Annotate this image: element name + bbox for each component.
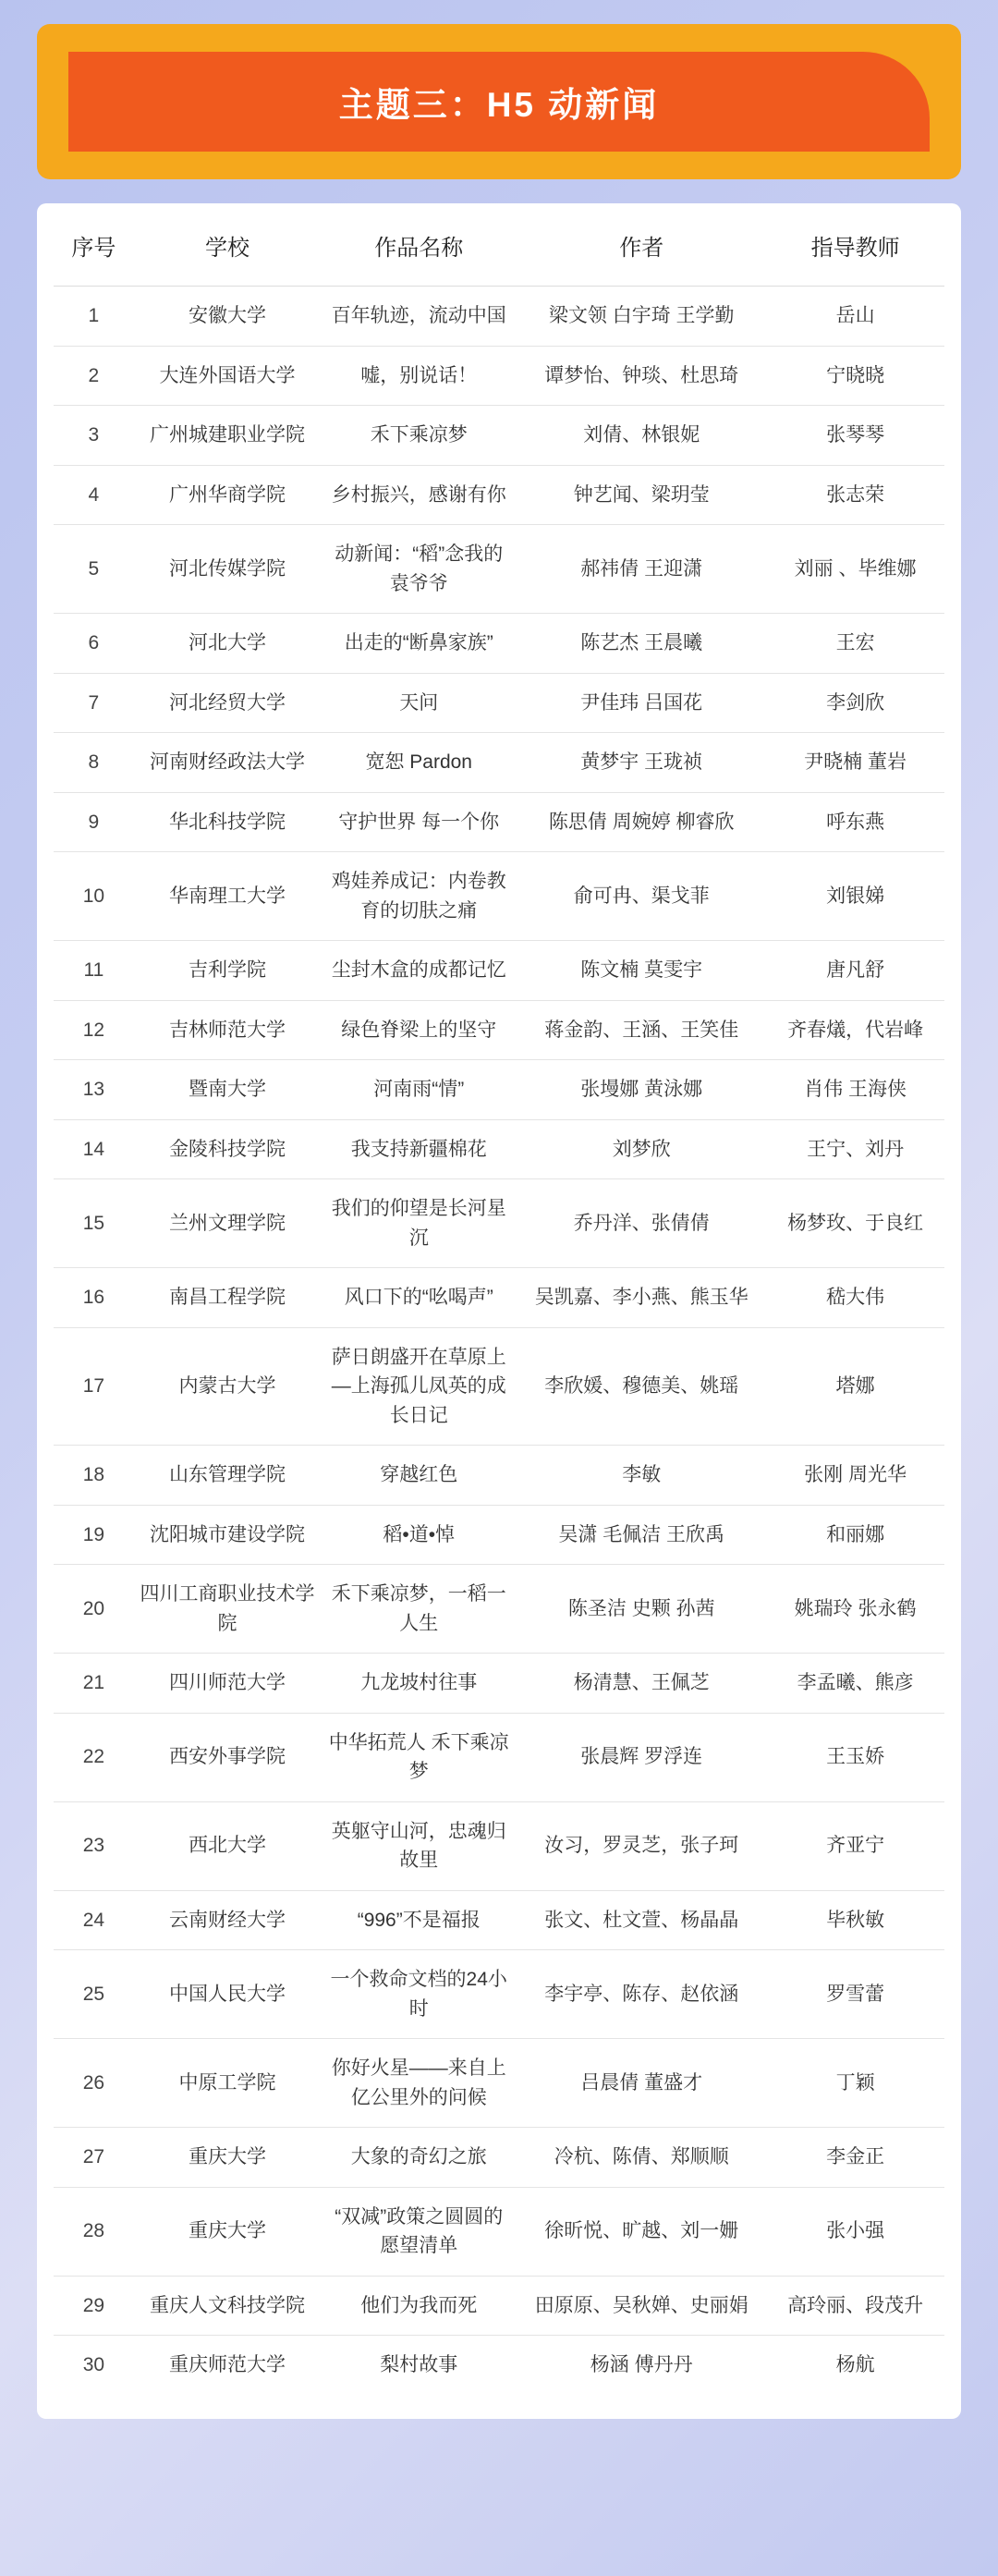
cell-no: 23 xyxy=(54,1801,134,1890)
cell-teacher: 张刚 周光华 xyxy=(766,1446,944,1506)
cell-no: 13 xyxy=(54,1060,134,1120)
cell-author: 梁文领 白宇琦 王学勤 xyxy=(517,287,766,347)
cell-no: 20 xyxy=(54,1565,134,1654)
table-row xyxy=(54,614,944,674)
cell-no: 3 xyxy=(54,406,134,466)
cell-work: 穿越红色 xyxy=(321,1446,517,1506)
table-row xyxy=(54,465,944,525)
column-header-school: 学校 xyxy=(134,203,321,287)
cell-school: 河北大学 xyxy=(134,614,321,674)
table-row xyxy=(54,1565,944,1654)
cell-teacher: 王宏 xyxy=(766,614,944,674)
cell-no: 19 xyxy=(54,1505,134,1565)
cell-school: 华北科技学院 xyxy=(134,792,321,852)
cell-author: 黄梦宇 王珑祯 xyxy=(517,733,766,793)
cell-school: 四川工商职业技术学院 xyxy=(134,1565,321,1654)
cell-no: 25 xyxy=(54,1950,134,2039)
cell-school: 四川师范大学 xyxy=(134,1654,321,1714)
table-row xyxy=(54,1505,944,1565)
cell-work: 一个救命文档的24小时 xyxy=(321,1950,517,2039)
cell-author: 吴凯嘉、李小燕、熊玉华 xyxy=(517,1268,766,1328)
table-body xyxy=(54,287,944,2395)
cell-work: 禾下乘凉梦，一稻一人生 xyxy=(321,1565,517,1654)
cell-work: 绿色脊梁上的坚守 xyxy=(321,1000,517,1060)
cell-school: 内蒙古大学 xyxy=(134,1327,321,1446)
cell-no: 8 xyxy=(54,733,134,793)
cell-no: 18 xyxy=(54,1446,134,1506)
column-header-no: 序号 xyxy=(54,203,134,287)
table-header-row xyxy=(54,203,944,287)
cell-teacher: 张小强 xyxy=(766,2187,944,2276)
table-row xyxy=(54,1654,944,1714)
cell-teacher: 刘丽 、毕维娜 xyxy=(766,525,944,614)
cell-teacher: 毕秋敏 xyxy=(766,1890,944,1950)
cell-work: 大象的奇幻之旅 xyxy=(321,2128,517,2188)
cell-teacher: 姚瑞玲 张永鹤 xyxy=(766,1565,944,1654)
cell-school: 河北传媒学院 xyxy=(134,525,321,614)
cell-author: 谭梦怡、钟琰、杜思琦 xyxy=(517,346,766,406)
cell-teacher: 齐春燨，代岩峰 xyxy=(766,1000,944,1060)
cell-teacher: 塔娜 xyxy=(766,1327,944,1446)
cell-author: 陈艺杰 王晨曦 xyxy=(517,614,766,674)
cell-teacher: 张志荣 xyxy=(766,465,944,525)
cell-teacher: 罗雪蕾 xyxy=(766,1950,944,2039)
cell-author: 李敏 xyxy=(517,1446,766,1506)
cell-teacher: 刘银娣 xyxy=(766,852,944,941)
column-header-author: 作者 xyxy=(517,203,766,287)
table-row xyxy=(54,2276,944,2336)
cell-school: 河南财经政法大学 xyxy=(134,733,321,793)
cell-author: 陈圣洁 史颗 孙茜 xyxy=(517,1565,766,1654)
cell-no: 9 xyxy=(54,792,134,852)
cell-work: 出走的“断鼻家族” xyxy=(321,614,517,674)
cell-school: 重庆大学 xyxy=(134,2128,321,2188)
cell-no: 10 xyxy=(54,852,134,941)
entries-table xyxy=(54,203,944,2395)
cell-author: 郝祎倩 王迎潇 xyxy=(517,525,766,614)
table-row xyxy=(54,1119,944,1179)
cell-school: 吉利学院 xyxy=(134,941,321,1001)
cell-school: 中原工学院 xyxy=(134,2039,321,2128)
cell-school: 沈阳城市建设学院 xyxy=(134,1505,321,1565)
table-row xyxy=(54,2336,944,2395)
cell-teacher: 尹晓楠 董岩 xyxy=(766,733,944,793)
cell-teacher: 杨航 xyxy=(835,2354,875,2375)
cell-work: “双减”政策之圆圆的愿望清单 xyxy=(321,2187,517,2276)
cell-teacher: 丁颖 xyxy=(766,2039,944,2128)
entries-table-card xyxy=(37,203,961,2419)
cell-school: 西安外事学院 xyxy=(134,1713,321,1801)
cell-no: 7 xyxy=(54,673,134,733)
cell-author: 刘梦欣 xyxy=(517,1119,766,1179)
table-row xyxy=(54,1060,944,1120)
cell-author: 李宇亭、陈存、赵依涵 xyxy=(517,1950,766,2039)
cell-teacher: 嵇大伟 xyxy=(766,1268,944,1328)
table-row xyxy=(54,1890,944,1950)
cell-author: 吕晨倩 董盛才 xyxy=(517,2039,766,2128)
table-row xyxy=(54,1179,944,1268)
cell-author: 陈文楠 莫雯宇 xyxy=(517,941,766,1001)
cell-no: 2 xyxy=(54,346,134,406)
cell-teacher: 宁晓晓 xyxy=(766,346,944,406)
cell-author: 徐昕悦、旷越、刘一姗 xyxy=(517,2187,766,2276)
cell-author: 吴潇 毛佩洁 王欣禹 xyxy=(517,1505,766,1565)
cell-work: 萨日朗盛开在草原上—上海孤儿凤英的成长日记 xyxy=(321,1327,517,1446)
table-row xyxy=(54,287,944,347)
cell-author: 俞可冉、渠戈菲 xyxy=(517,852,766,941)
cell-work: 他们为我而死 xyxy=(321,2276,517,2336)
cell-work: 你好火星——来自上亿公里外的问候 xyxy=(321,2039,517,2128)
cell-author: 杨涵 傅丹丹 xyxy=(590,2354,693,2375)
table-row xyxy=(54,1327,944,1446)
table-header xyxy=(54,203,944,287)
cell-school: 广州华商学院 xyxy=(134,465,321,525)
cell-author: 陈思倩 周婉婷 柳睿欣 xyxy=(517,792,766,852)
table-row xyxy=(54,792,944,852)
cell-no: 30 xyxy=(82,2354,105,2375)
cell-no: 4 xyxy=(54,465,134,525)
cell-work: 嘘，别说话！ xyxy=(321,346,517,406)
cell-author: 张文、杜文萱、杨晶晶 xyxy=(517,1890,766,1950)
cell-no: 14 xyxy=(54,1119,134,1179)
cell-school: 兰州文理学院 xyxy=(134,1179,321,1268)
cell-school: 河北经贸大学 xyxy=(134,673,321,733)
table-row xyxy=(54,1000,944,1060)
cell-work: “996”不是福报 xyxy=(321,1890,517,1950)
cell-school: 重庆师范大学 xyxy=(168,2354,286,2375)
cell-teacher: 呼东燕 xyxy=(766,792,944,852)
cell-no: 26 xyxy=(54,2039,134,2128)
table-row xyxy=(54,1950,944,2039)
cell-school: 金陵科技学院 xyxy=(134,1119,321,1179)
cell-teacher: 齐亚宁 xyxy=(766,1801,944,1890)
cell-school: 华南理工大学 xyxy=(134,852,321,941)
table-row xyxy=(54,2128,944,2188)
cell-work: 梨村故事 xyxy=(380,2354,458,2375)
cell-work: 乡村振兴，感谢有你 xyxy=(321,465,517,525)
cell-teacher: 王玉娇 xyxy=(766,1713,944,1801)
cell-author: 刘倩、林银妮 xyxy=(517,406,766,466)
cell-author: 乔丹洋、张倩倩 xyxy=(517,1179,766,1268)
table-row xyxy=(54,852,944,941)
cell-no: 15 xyxy=(54,1179,134,1268)
table-row xyxy=(54,941,944,1001)
cell-author: 蒋金韵、王涵、王笑佳 xyxy=(517,1000,766,1060)
cell-teacher: 高玲丽、段茂升 xyxy=(766,2276,944,2336)
cell-work: 禾下乘凉梦 xyxy=(321,406,517,466)
table-row xyxy=(54,346,944,406)
cell-author: 钟艺闻、梁玥莹 xyxy=(517,465,766,525)
table-row xyxy=(54,1268,944,1328)
column-header-work: 作品名称 xyxy=(321,203,517,287)
cell-no: 21 xyxy=(54,1654,134,1714)
cell-work: 动新闻：“稻”念我的袁爷爷 xyxy=(321,525,517,614)
cell-work: 我们的仰望是长河星沉 xyxy=(321,1179,517,1268)
cell-school: 暨南大学 xyxy=(134,1060,321,1120)
cell-teacher: 唐凡舒 xyxy=(766,941,944,1001)
cell-author: 杨清慧、王佩芝 xyxy=(517,1654,766,1714)
cell-teacher: 张琴琴 xyxy=(766,406,944,466)
cell-teacher: 李孟曦、熊彦 xyxy=(766,1654,944,1714)
cell-work: 河南雨“情” xyxy=(321,1060,517,1120)
cell-no: 5 xyxy=(54,525,134,614)
cell-work: 守护世界 每一个你 xyxy=(321,792,517,852)
cell-school: 中国人民大学 xyxy=(134,1950,321,2039)
cell-no: 28 xyxy=(54,2187,134,2276)
cell-teacher: 杨梦玫、于良红 xyxy=(766,1179,944,1268)
cell-teacher: 李金正 xyxy=(766,2128,944,2188)
cell-no: 11 xyxy=(54,941,134,1001)
cell-no: 12 xyxy=(54,1000,134,1060)
cell-work: 中华拓荒人 禾下乘凉梦 xyxy=(321,1713,517,1801)
cell-author: 汝习，罗灵芝，张子珂 xyxy=(517,1801,766,1890)
cell-no: 17 xyxy=(54,1327,134,1446)
cell-school: 安徽大学 xyxy=(134,287,321,347)
cell-school: 广州城建职业学院 xyxy=(134,406,321,466)
table-row xyxy=(54,2039,944,2128)
cell-school: 重庆大学 xyxy=(134,2187,321,2276)
cell-work: 英躯守山河，忠魂归故里 xyxy=(321,1801,517,1890)
cell-author: 田原原、吴秋婵、史丽娟 xyxy=(517,2276,766,2336)
cell-school: 重庆人文科技学院 xyxy=(134,2276,321,2336)
table-row xyxy=(54,1801,944,1890)
cell-work: 宽恕 Pardon xyxy=(321,733,517,793)
cell-author: 尹佳玮 吕国花 xyxy=(517,673,766,733)
table-row xyxy=(54,1713,944,1801)
cell-no: 1 xyxy=(54,287,134,347)
cell-school: 山东管理学院 xyxy=(134,1446,321,1506)
column-header-teacher: 指导教师 xyxy=(766,203,944,287)
cell-work: 鸡娃养成记：内卷教育的切肤之痛 xyxy=(321,852,517,941)
cell-author: 冷杭、陈倩、郑顺顺 xyxy=(517,2128,766,2188)
cell-work: 天问 xyxy=(321,673,517,733)
table-row xyxy=(54,1446,944,1506)
cell-work: 稻•道•悼 xyxy=(321,1505,517,1565)
cell-school: 大连外国语大学 xyxy=(134,346,321,406)
cell-teacher: 岳山 xyxy=(766,287,944,347)
cell-author: 张墁娜 黄泳娜 xyxy=(517,1060,766,1120)
cell-teacher: 和丽娜 xyxy=(766,1505,944,1565)
cell-author: 张晨辉 罗浮连 xyxy=(517,1713,766,1801)
cell-work: 尘封木盒的成都记忆 xyxy=(321,941,517,1001)
cell-school: 吉林师范大学 xyxy=(134,1000,321,1060)
cell-no: 16 xyxy=(54,1268,134,1328)
cell-work: 我支持新疆棉花 xyxy=(321,1119,517,1179)
cell-work: 百年轨迹，流动中国 xyxy=(321,287,517,347)
table-row xyxy=(54,525,944,614)
cell-work: 九龙坡村往事 xyxy=(321,1654,517,1714)
cell-school: 南昌工程学院 xyxy=(134,1268,321,1328)
cell-no: 6 xyxy=(54,614,134,674)
header-banner xyxy=(37,24,961,179)
header-banner-inner xyxy=(68,52,930,152)
cell-work: 风口下的“吆喝声” xyxy=(321,1268,517,1328)
cell-school: 西北大学 xyxy=(134,1801,321,1890)
cell-no: 29 xyxy=(54,2276,134,2336)
cell-no: 22 xyxy=(54,1713,134,1801)
table-row xyxy=(54,673,944,733)
cell-no: 27 xyxy=(54,2128,134,2188)
page-title: 主题三：H5 动新闻 xyxy=(338,86,660,124)
cell-no: 24 xyxy=(54,1890,134,1950)
cell-school: 云南财经大学 xyxy=(134,1890,321,1950)
table-row xyxy=(54,406,944,466)
cell-teacher: 李剑欣 xyxy=(766,673,944,733)
cell-author: 李欣媛、穆德美、姚瑶 xyxy=(517,1327,766,1446)
table-row xyxy=(54,2187,944,2276)
cell-teacher: 肖伟 王海侠 xyxy=(766,1060,944,1120)
table-row xyxy=(54,733,944,793)
cell-teacher: 王宁、刘丹 xyxy=(766,1119,944,1179)
